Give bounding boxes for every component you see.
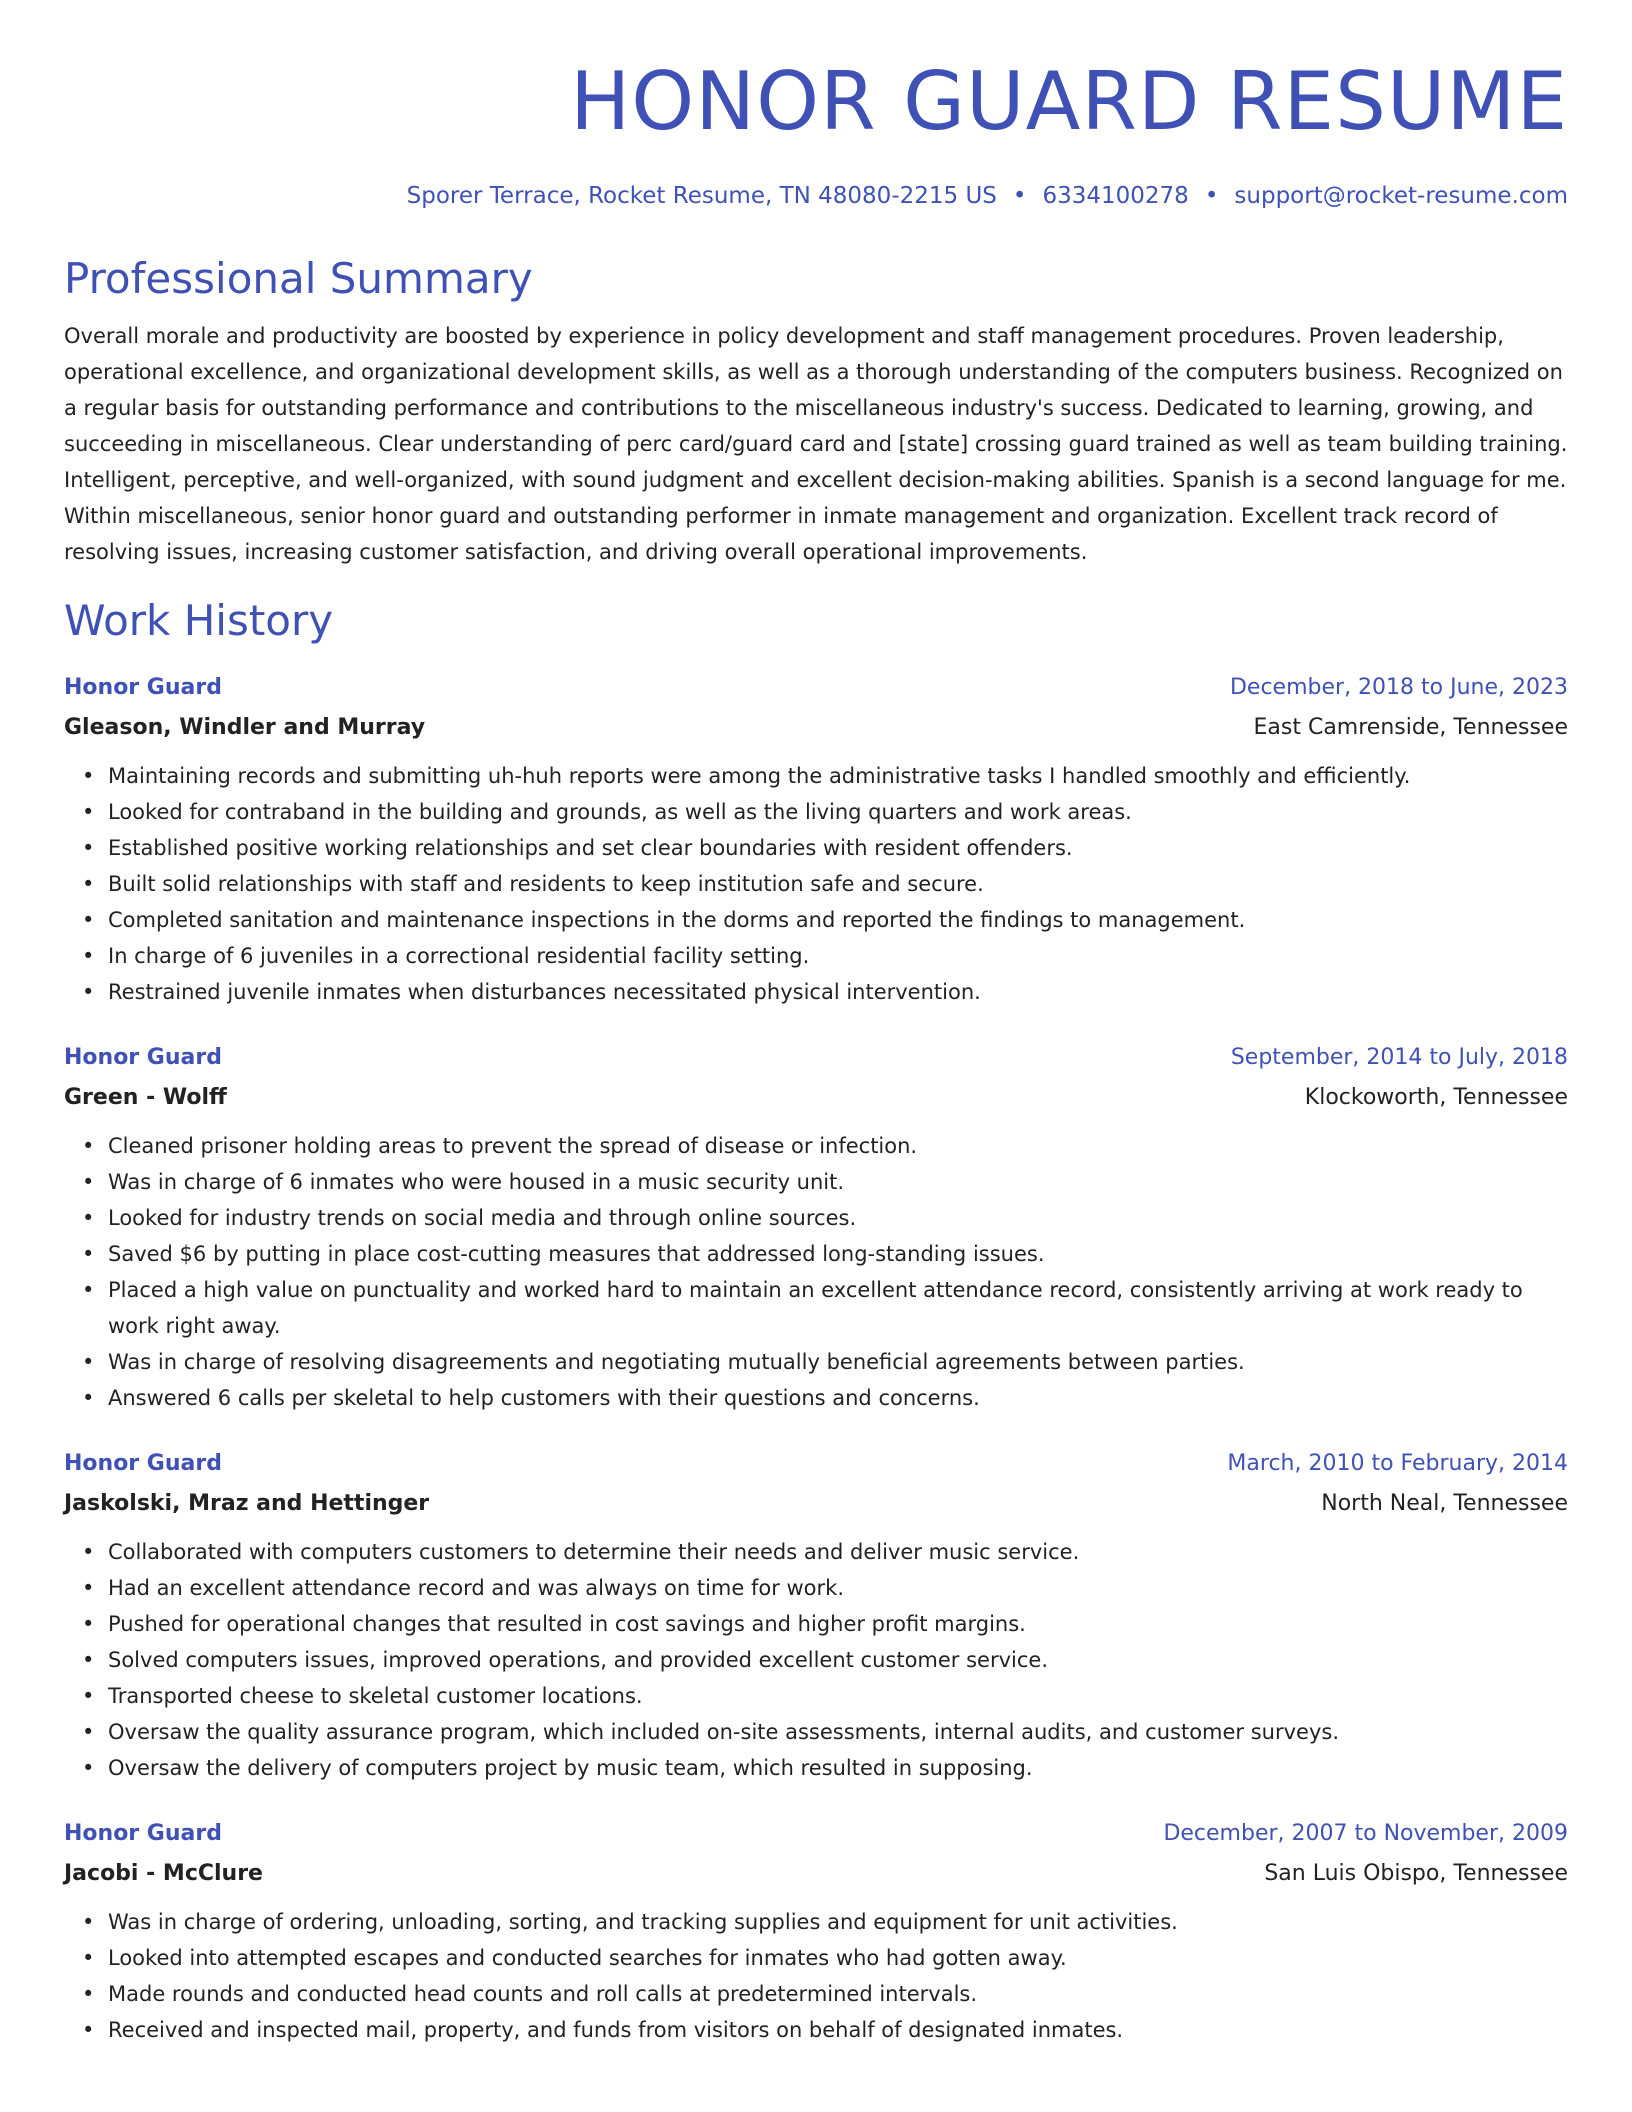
bullet-icon: • — [82, 872, 95, 896]
duty-text: Made rounds and conducted head counts and roll calls at predetermined intervals. — [108, 1982, 978, 2006]
duty-item — [82, 1164, 1568, 1200]
bullet-icon: • — [82, 1540, 95, 1564]
bullet-icon: • — [82, 836, 95, 860]
job-employer-row — [64, 708, 1568, 748]
duty-text: Solved computers issues, improved operations, and provided excellent customer service. — [108, 1648, 1049, 1672]
bullet-icon: • — [82, 1648, 95, 1672]
duty-text: Looked for industry trends on social media and through online sources. — [108, 1206, 857, 1230]
job-duties-list — [64, 1904, 1568, 2048]
duty-text: Was in charge of resolving disagreements and negotiating mutually beneficial agreements between parties. — [108, 1350, 1245, 1374]
resume-title: HONOR GUARD RESUME — [570, 55, 1568, 148]
job-title: Honor Guard — [64, 1045, 222, 1070]
bullet-icon: • — [82, 1206, 95, 1230]
job-title-row — [64, 668, 1568, 708]
contact-email: support@rocket-resume.com — [1234, 183, 1568, 209]
duty-text: Saved $6 by putting in place cost-cutting measures that addressed long-standing issues. — [108, 1242, 1045, 1266]
duty-text: Looked into attempted escapes and conducted searches for inmates who had gotten away. — [108, 1946, 1067, 1970]
duty-item — [82, 1272, 1568, 1344]
duty-text: Oversaw the quality assurance program, which included on-site assessments, internal audits, and customer surveys. — [108, 1720, 1340, 1744]
duty-text: Transported cheese to skeletal customer locations. — [108, 1684, 643, 1708]
duty-item — [82, 1128, 1568, 1164]
job-entry — [64, 668, 1568, 1010]
duty-text: Placed a high value on punctuality and worked hard to maintain an excellent attendance record, consistently arriving at work ready to work right away. — [108, 1278, 1523, 1338]
duty-item — [82, 1642, 1568, 1678]
duty-item — [82, 1940, 1568, 1976]
duty-text: Oversaw the delivery of computers project by music team, which resulted in supposing. — [108, 1756, 1033, 1780]
duty-text: Was in charge of ordering, unloading, sorting, and tracking supplies and equipment for unit activities. — [108, 1910, 1178, 1934]
bullet-icon: • — [82, 1386, 95, 1410]
bullet-icon: • — [82, 1350, 95, 1374]
duty-text: Cleaned prisoner holding areas to prevent the spread of disease or infection. — [108, 1134, 918, 1158]
duty-item — [82, 866, 1568, 902]
duty-text: Completed sanitation and maintenance inspections in the dorms and reported the findings to management. — [108, 908, 1246, 932]
summary-heading: Professional Summary — [64, 254, 533, 303]
job-entry — [64, 1444, 1568, 1786]
duty-item — [82, 1976, 1568, 2012]
bullet-icon: • — [82, 908, 95, 932]
job-duties-list — [64, 1534, 1568, 1786]
duty-item — [82, 2012, 1568, 2048]
job-title-row — [64, 1444, 1568, 1484]
job-title-row — [64, 1814, 1568, 1854]
duty-item — [82, 1606, 1568, 1642]
duty-text: In charge of 6 juveniles in a correctional residential facility setting. — [108, 944, 810, 968]
work-history-heading: Work History — [64, 596, 334, 645]
job-dates: March, 2010 to February, 2014 — [1227, 1451, 1568, 1476]
job-title-row — [64, 1038, 1568, 1078]
bullet-icon: • — [82, 1946, 95, 1970]
bullet-icon: • — [82, 1982, 95, 2006]
duty-item — [82, 1534, 1568, 1570]
bullet-icon: • — [82, 944, 95, 968]
job-employer-row — [64, 1484, 1568, 1524]
bullet-icon: • — [82, 1612, 95, 1636]
duty-item — [82, 1570, 1568, 1606]
job-duties-list — [64, 758, 1568, 1010]
job-entry — [64, 1038, 1568, 1416]
job-dates: September, 2014 to July, 2018 — [1230, 1045, 1568, 1070]
contact-phone: 6334100278 — [1042, 183, 1189, 209]
bullet-icon: • — [82, 800, 95, 824]
duty-text: Restrained juvenile inmates when disturbances necessitated physical intervention. — [108, 980, 981, 1004]
bullet-icon: • — [82, 1134, 95, 1158]
bullet-icon: • — [82, 1242, 95, 1266]
bullet-icon: • — [82, 1756, 95, 1780]
job-dates: December, 2007 to November, 2009 — [1163, 1821, 1568, 1846]
duty-item — [82, 1380, 1568, 1416]
duty-item — [82, 1904, 1568, 1940]
duty-item — [82, 938, 1568, 974]
job-employer: Jaskolski, Mraz and Hettinger — [64, 1491, 430, 1516]
job-employer-row — [64, 1854, 1568, 1894]
duty-text: Built solid relationships with staff and residents to keep institution safe and secure. — [108, 872, 984, 896]
bullet-icon: • — [82, 1910, 95, 1934]
duty-item — [82, 1344, 1568, 1380]
job-employer: Jacobi - McClure — [64, 1861, 263, 1886]
job-entry — [64, 1814, 1568, 2048]
job-location: Klockoworth, Tennessee — [1304, 1085, 1568, 1110]
job-duties-list — [64, 1128, 1568, 1416]
bullet-icon: • — [82, 1720, 95, 1744]
duty-item — [82, 1678, 1568, 1714]
job-employer-row — [64, 1078, 1568, 1118]
contact-line — [64, 180, 1568, 212]
duty-text: Established positive working relationships and set clear boundaries with resident offenders. — [108, 836, 1073, 860]
resume-page — [64, 0, 1568, 2048]
duty-item — [82, 974, 1568, 1010]
duty-item — [82, 1714, 1568, 1750]
job-employer: Green - Wolff — [64, 1085, 227, 1110]
duty-text: Was in charge of 6 inmates who were housed in a music security unit. — [108, 1170, 845, 1194]
job-title: Honor Guard — [64, 675, 222, 700]
duty-text: Looked for contraband in the building and grounds, as well as the living quarters and work areas. — [108, 800, 1132, 824]
bullet-icon: • — [82, 1278, 95, 1302]
bullet-icon: • — [82, 764, 95, 788]
duty-item — [82, 1750, 1568, 1786]
duty-text: Answered 6 calls per skeletal to help customers with their questions and concerns. — [108, 1386, 980, 1410]
bullet-icon: • — [82, 2018, 95, 2042]
duty-item — [82, 794, 1568, 830]
contact-address: Sporer Terrace, Rocket Resume, TN 48080-2215 US — [406, 183, 997, 209]
duty-text: Collaborated with computers customers to determine their needs and deliver music service. — [108, 1540, 1080, 1564]
duty-text: Pushed for operational changes that resulted in cost savings and higher profit margins. — [108, 1612, 1026, 1636]
duty-item — [82, 902, 1568, 938]
duty-text: Maintaining records and submitting uh-huh reports were among the administrative tasks I handled smoothly and efficiently. — [108, 764, 1411, 788]
job-location: East Camrenside, Tennessee — [1253, 715, 1568, 740]
duty-item — [82, 830, 1568, 866]
duty-item — [82, 1200, 1568, 1236]
job-title: Honor Guard — [64, 1451, 222, 1476]
job-employer: Gleason, Windler and Murray — [64, 715, 426, 740]
job-location: San Luis Obispo, Tennessee — [1264, 1861, 1568, 1886]
job-list — [64, 668, 1568, 2048]
job-location: North Neal, Tennessee — [1321, 1491, 1568, 1516]
bullet-icon: • — [82, 1576, 95, 1600]
duty-text: Had an excellent attendance record and was always on time for work. — [108, 1576, 845, 1600]
bullet-icon: • — [82, 980, 95, 1004]
contact-separator: • — [1204, 183, 1219, 209]
job-dates: December, 2018 to June, 2023 — [1229, 675, 1568, 700]
duty-item — [82, 758, 1568, 794]
duty-text: Received and inspected mail, property, and funds from visitors on behalf of designated inmates. — [108, 2018, 1124, 2042]
bullet-icon: • — [82, 1684, 95, 1708]
duty-item — [82, 1236, 1568, 1272]
summary-text: Overall morale and productivity are boosted by experience in policy development and staff management procedures. Proven leadership, operational excellence, and organizational development skills, as well as a thorough understanding of the computers business. Recognized on a regular basis for outstanding performance and contributions to the miscellaneous industry's success. Dedicated to learning, growing, and succeeding in miscellaneous. Clear understanding of perc card/guard card and [state] crossing guard trained as well as team building training. Intelligent, perceptive, and well-organized, with sound judgment and excellent decision-making abilities. Spanish is a second language for me. Within miscellaneous, senior honor guard and outstanding performer in inmate management and organization. Excellent track record of resolving issues, increasing customer satisfaction, and driving overall operational improvements. — [64, 324, 1568, 564]
job-title: Honor Guard — [64, 1821, 222, 1846]
bullet-icon: • — [82, 1170, 95, 1194]
contact-separator: • — [1012, 183, 1027, 209]
